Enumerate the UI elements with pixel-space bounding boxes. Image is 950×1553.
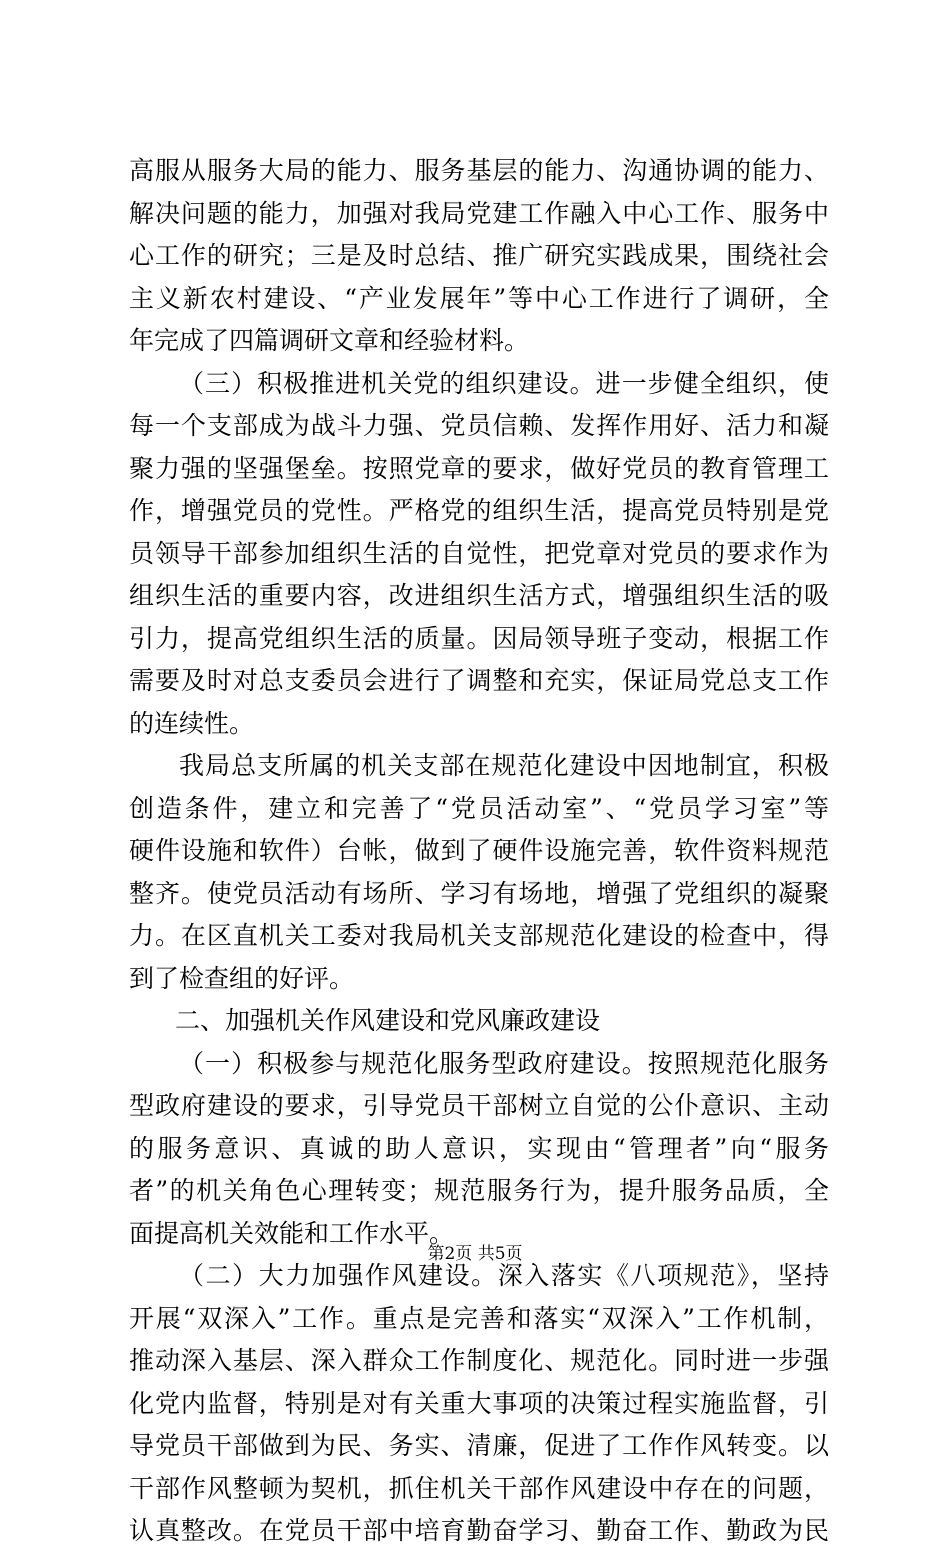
text-line: 员领导干部参加组织生活的自觉性，把党章对党员的要求作为 [129, 538, 829, 568]
text-line: 整齐。使党员活动有场所、学习有场地，增强了党组织的凝聚 [129, 878, 829, 908]
text-line: 化党内监督，特别是对有关重大事项的决策过程实施监督，引 [129, 1388, 829, 1418]
section-heading-line: （一）积极参与规范化服务型政府建设。按照规范化服务 [179, 1048, 829, 1078]
text-line: 认真整改。在党员干部中培育勤奋学习、勤奋工作、勤政为民 [129, 1516, 829, 1545]
page-footer: 第2页 共5页 [427, 1244, 523, 1264]
section-heading-line: （二）大力加强作风建设。深入落实《八项规范》，坚持 [179, 1261, 829, 1290]
text-line: 心工作的研究；三是及时总结、推广研究实践成果，围绕社会 [129, 241, 829, 270]
text-line: 到了检查组的好评。 [129, 963, 355, 993]
text-line: 高服从服务大局的能力、服务基层的能力、沟通协调的能力、 [129, 156, 829, 185]
paragraph-start-line: 我局总支所属的机关支部在规范化建设中因地制宜，积极 [179, 751, 829, 780]
text-line: 力。在区直机关工委对我局机关支部规范化建设的检查中，得 [129, 921, 829, 950]
text-line: 每一个支部成为战斗力强、党员信赖、发挥作用好、活力和凝 [129, 411, 829, 440]
text-line: 硬件设施和软件）台帐，做到了硬件设施完善，软件资料规范 [129, 836, 829, 865]
text-line: 面提高机关效能和工作水平。 [129, 1218, 455, 1248]
text-line: 型政府建设的要求，引导党员干部树立自觉的公仆意识、主动 [129, 1091, 829, 1120]
text-line: 创造条件，建立和完善了“党员活动室”、“党员学习室”等 [129, 793, 829, 823]
text-line: 主义新农村建设、“产业发展年”等中心工作进行了调研，全 [129, 283, 829, 313]
text-line: 干部作风整顿为契机，抓住机关干部作风建设中存在的问题， [129, 1473, 829, 1503]
text-line: 组织生活的重要内容，改进组织生活方式，增强组织生活的吸 [129, 581, 829, 610]
text-line: 开展“双深入”工作。重点是完善和落实“双深入”工作机制， [129, 1303, 829, 1333]
text-line: 引力，提高党组织生活的质量。因局领导班子变动，根据工作 [129, 623, 829, 653]
text-line: 需要及时对总支委员会进行了调整和充实，保证局党总支工作 [129, 666, 829, 695]
text-line: 导党员干部做到为民、务实、清廉，促进了工作作风转变。以 [129, 1431, 829, 1460]
section-heading-line: （三）积极推进机关党的组织建设。进一步健全组织，使 [179, 368, 829, 398]
text-line: 的服务意识、真诚的助人意识，实现由“管理者”向“服务 [129, 1133, 829, 1163]
text-line: 年完成了四篇调研文章和经验材料。 [129, 326, 530, 355]
text-line: 作，增强党员的党性。严格党的组织生活，提高党员特别是党 [129, 496, 829, 525]
text-line: 聚力强的坚强堡垒。按照党章的要求，做好党员的教育管理工 [129, 453, 829, 483]
section-title: 二、加强机关作风建设和党风廉政建设 [175, 1006, 601, 1035]
text-line: 的连续性。 [129, 708, 255, 738]
text-line: 者”的机关角色心理转变；规范服务行为，提升服务品质，全 [129, 1176, 829, 1205]
text-line: 推动深入基层、深入群众工作制度化、规范化。同时进一步强 [129, 1346, 829, 1375]
document-body [129, 150, 829, 1553]
text-line: 解决问题的能力，加强对我局党建工作融入中心工作、服务中 [129, 198, 829, 228]
